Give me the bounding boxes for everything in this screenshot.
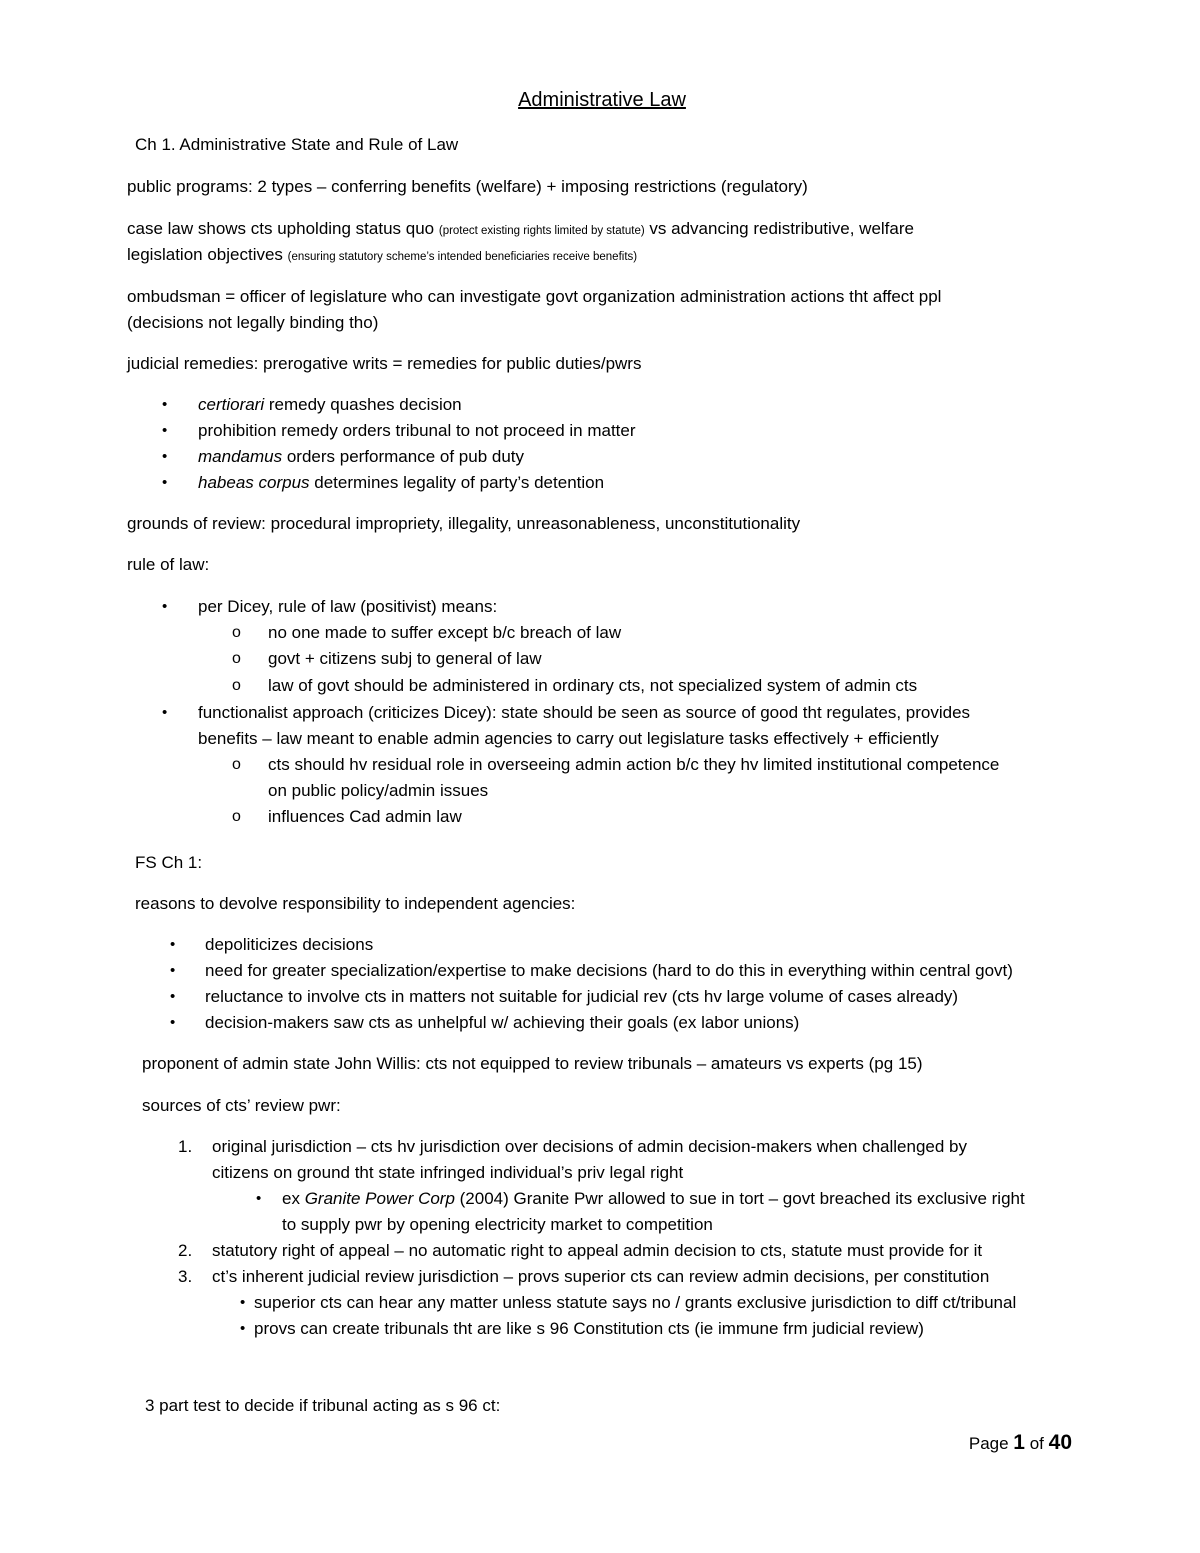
case-law-objectives-note: (ensuring statutory scheme’s intended beneficiaries receive benefits) — [287, 251, 638, 263]
granite-prefix: ex — [282, 1189, 305, 1208]
list-item-functionalist-line1: functionalist approach (criticizes Dicey): state should be seen as source of good tht regulates, provides — [198, 703, 971, 722]
sub-list-item: influences Cad admin law — [268, 807, 462, 826]
paragraph-judicial-remedies: judicial remedies: prerogative writs = remedies for public duties/pwrs — [127, 354, 642, 373]
page-word: Page — [968, 1434, 1009, 1453]
sub-list-item: superior cts can hear any matter unless statute says no / grants exclusive jurisdiction to diff ct/tribunal — [254, 1293, 1017, 1312]
section-heading-fs: FS Ch 1: — [135, 853, 203, 872]
numbered-item-1-line2: citizens on ground tht state infringed individual’s priv legal right — [212, 1163, 684, 1182]
sub-bullet-marker: o — [232, 650, 241, 667]
paragraph-sources: sources of cts’ review pwr: — [142, 1096, 341, 1115]
case-law-note: (protect existing rights limited by statute) — [438, 225, 645, 237]
list-item — [198, 392, 462, 418]
numbered-item-1-line1: original jurisdiction – cts hv jurisdiction over decisions of admin decision-makers when challenged by — [212, 1137, 967, 1156]
writ-desc: remedy quashes decision — [264, 395, 462, 414]
list-item: depoliticizes decisions — [205, 935, 374, 954]
writ-name: habeas corpus — [198, 473, 310, 492]
list-item: need for greater specialization/expertise to make decisions (hard to do this in everything within central govt) — [205, 961, 1013, 980]
page-number: 1 — [1013, 1431, 1025, 1454]
paragraph-public-programs: public programs: 2 types – conferring benefits (welfare) + imposing restrictions (regulatory) — [127, 177, 808, 196]
sub-list-item-continued: on public policy/admin issues — [268, 781, 489, 800]
bullet-marker: • — [170, 936, 176, 953]
sub-list-item: provs can create tribunals tht are like s 96 Constitution cts (ie immune frm judicial review) — [254, 1319, 924, 1338]
paragraph-ombudsman-line2: (decisions not legally binding tho) — [127, 313, 379, 332]
case-law-text: case law shows cts upholding status quo — [127, 219, 435, 238]
writ-name: mandamus — [198, 447, 283, 466]
numbered-item-2: statutory right of appeal – no automatic right to appeal admin decision to cts, statute must provide for it — [212, 1241, 983, 1260]
bullet-marker: • — [170, 962, 176, 979]
bullet-marker: • — [240, 1320, 246, 1337]
bullet-marker: • — [162, 598, 168, 615]
page-footer — [969, 1430, 1072, 1457]
list-item-dicey: per Dicey, rule of law (positivist) means: — [198, 597, 498, 616]
list-number: 1. — [178, 1137, 193, 1156]
paragraph-case-law-line2 — [127, 242, 637, 270]
bullet-marker: • — [170, 1014, 176, 1031]
paragraph-grounds: grounds of review: procedural impropriety, illegality, unreasonableness, unconstitutionality — [127, 514, 801, 533]
numbered-item-3: ct’s inherent judicial review jurisdiction – provs superior cts can review admin decisions, per constitution — [212, 1267, 990, 1286]
bullet-marker: • — [162, 704, 168, 721]
sub-list-item: govt + citizens subj to general of law — [268, 649, 542, 668]
bullet-marker: • — [162, 396, 168, 413]
writ-desc: prohibition remedy orders tribunal to not proceed in matter — [198, 421, 636, 440]
list-item-functionalist-line2: benefits – law meant to enable admin agencies to carry out legislature tasks effectively + efficiently — [198, 729, 939, 748]
sub-bullet-marker: o — [232, 808, 241, 825]
bullet-marker: • — [170, 988, 176, 1005]
paragraph-ombudsman-line1: ombudsman = officer of legislature who can investigate govt organization administration actions tht affect ppl — [127, 287, 942, 306]
paragraph-three-part-test: 3 part test to decide if tribunal acting as s 96 ct: — [145, 1396, 501, 1415]
list-item — [198, 444, 524, 470]
granite-desc: (2004) Granite Pwr allowed to sue in tort – govt breached its exclusive right — [454, 1189, 1025, 1208]
bullet-marker: • — [162, 448, 168, 465]
of-word: of — [1029, 1434, 1044, 1453]
chapter-heading: Ch 1. Administrative State and Rule of Law — [135, 135, 459, 154]
sub-list-item: law of govt should be administered in ordinary cts, not specialized system of admin cts — [268, 676, 918, 695]
bullet-marker: • — [256, 1190, 262, 1207]
bullet-marker: • — [162, 474, 168, 491]
list-number: 2. — [178, 1241, 193, 1260]
list-item: reluctance to involve cts in matters not suitable for judicial rev (cts hv large volume of cases already) — [205, 987, 959, 1006]
document-title: Administrative Law — [518, 89, 686, 111]
list-number: 3. — [178, 1267, 193, 1286]
writ-name: certiorari — [198, 395, 265, 414]
writ-desc: orders performance of pub duty — [282, 447, 525, 466]
sub-bullet-marker: o — [232, 756, 241, 773]
sub-list-item: no one made to suffer except b/c breach of law — [268, 623, 622, 642]
paragraph-case-law-line1 — [127, 216, 914, 244]
writ-desc: determines legality of party’s detention — [309, 473, 605, 492]
sub-list-item-granite-continued: to supply pwr by opening electricity market to competition — [282, 1215, 713, 1234]
sub-bullet-marker: o — [232, 677, 241, 694]
list-item — [198, 418, 636, 444]
bullet-marker: • — [240, 1294, 246, 1311]
sub-list-item: cts should hv residual role in overseeing admin action b/c they hv limited institutional competence — [268, 755, 1000, 774]
case-name: Granite Power Corp — [304, 1189, 455, 1208]
page-total: 40 — [1048, 1431, 1072, 1454]
paragraph-willis: proponent of admin state John Willis: cts not equipped to review tribunals – amateurs vs experts (pg 15) — [142, 1054, 923, 1073]
list-item — [198, 470, 604, 496]
sub-bullet-marker: o — [232, 624, 241, 641]
list-item: decision-makers saw cts as unhelpful w/ achieving their goals (ex labor unions) — [205, 1013, 800, 1032]
paragraph-rule-of-law: rule of law: — [127, 555, 210, 574]
sub-list-item-granite — [282, 1186, 1025, 1212]
case-law-objectives: legislation objectives — [127, 245, 283, 264]
bullet-marker: • — [162, 422, 168, 439]
case-law-tail: vs advancing redistributive, welfare — [649, 219, 914, 238]
paragraph-reasons: reasons to devolve responsibility to independent agencies: — [135, 894, 576, 913]
